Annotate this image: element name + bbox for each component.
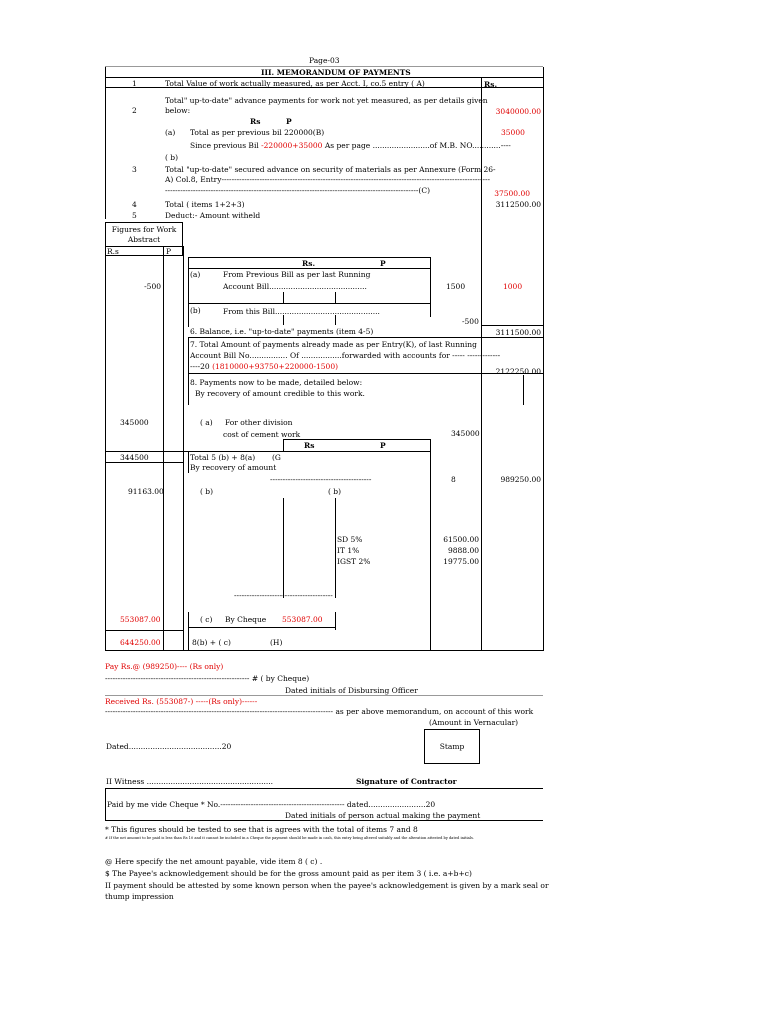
total-g-abstract-value: 344500 bbox=[120, 453, 149, 462]
withheld-a-value: 1500 bbox=[446, 282, 466, 291]
withheld-left-line bbox=[188, 257, 189, 327]
item-1-amount: 3040000.00 bbox=[495, 107, 541, 116]
item-8b-abstract-value: 91163.00 bbox=[128, 487, 164, 496]
total-g-top-rule bbox=[105, 451, 430, 452]
item-7-amount: 2122250.00 bbox=[495, 367, 541, 376]
item-2-text-line1: Total" up-to-date" advance payments for work not yet measured, as per details given bbox=[165, 96, 488, 105]
item-8b-label: ( b) bbox=[200, 487, 214, 496]
note-attested-line2: thump impression bbox=[105, 892, 174, 901]
total-g-abstract-rule bbox=[105, 462, 183, 463]
withheld-a-label: (a) bbox=[190, 270, 201, 279]
item-8-p-header: P bbox=[380, 441, 386, 450]
top-rule bbox=[105, 66, 543, 67]
igst-label: IGST 2% bbox=[337, 557, 371, 566]
total-g-text: Total 5 (b) + 8(a) bbox=[190, 453, 256, 462]
item-3-number: 3 bbox=[132, 165, 137, 174]
item-8b-left-line bbox=[283, 498, 284, 598]
item-8c-value: 553087.00 bbox=[282, 615, 323, 624]
item-8a-abstract-value: 345000 bbox=[120, 418, 149, 427]
cheque-dashes: --------------------------------------- bbox=[234, 591, 333, 600]
note-payee-acknowledgement: $ The Payee's acknowledgement should be for the gross amount paid as per item 3 ( i.e. a+b+c) bbox=[105, 869, 472, 878]
right-frame-line bbox=[543, 67, 544, 651]
contractor-signature: Signature of Contractor bbox=[356, 777, 457, 786]
amount-column-line bbox=[481, 77, 482, 651]
withheld-total-amount: 1000 bbox=[503, 282, 523, 291]
payer-initials: Dated initials of person actual making the payment bbox=[285, 811, 481, 820]
item-4-text: Total ( items 1+2+3) bbox=[165, 200, 245, 209]
received-top-rule bbox=[105, 695, 543, 696]
withheld-a-abstract-value: -500 bbox=[144, 282, 161, 291]
withheld-b-tick-right bbox=[335, 315, 336, 325]
it-label: IT 1% bbox=[337, 546, 360, 555]
total-g-label: (G bbox=[272, 453, 281, 462]
withheld-a-rule bbox=[188, 303, 430, 304]
item-5-number: 5 bbox=[132, 211, 137, 220]
total-h-abstract-value: 644250.00 bbox=[120, 638, 161, 647]
note-attested-line1: II payment should be attested by some known person when the payee's acknowledgement is given by a mark seal or bbox=[105, 881, 549, 890]
item-8-right-line bbox=[523, 375, 524, 405]
stamp-label: Stamp bbox=[439, 742, 465, 751]
witness-line: II Witness ..................................................... bbox=[106, 777, 274, 786]
abstract-rs-header: R.s bbox=[107, 247, 119, 256]
paid-by-left-line bbox=[105, 788, 106, 820]
paid-by-cheque-line: Paid by me vide Cheque * No.------------------------------------------------- dated........................20 bbox=[107, 800, 436, 809]
disbursing-officer-initials: Dated initials of Disbursing Officer bbox=[285, 686, 418, 695]
item-2-text-line2: below: bbox=[165, 106, 191, 115]
item-3-text-line1: Total "up-to-date" secured advance on security of materials as per Annexure (Form 26- bbox=[165, 165, 496, 174]
item-5-text: Deduct:- Amount witheld bbox=[165, 211, 261, 220]
item-2b-label: ( b) bbox=[165, 153, 179, 162]
item-8a-text-line2: cost of cement work bbox=[223, 430, 301, 439]
igst-value: 19775.00 bbox=[443, 557, 479, 566]
item-8a-value: 345000 bbox=[451, 429, 480, 438]
left-frame-line bbox=[105, 67, 106, 219]
abstract-mid-line bbox=[163, 246, 164, 651]
it-value: 9888.00 bbox=[447, 546, 479, 555]
memorandum-title: III. MEMORANDUM OF PAYMENTS bbox=[261, 68, 411, 77]
total-h-text: 8(b) + ( c) bbox=[192, 638, 231, 647]
item-6-rule bbox=[188, 337, 543, 338]
item-7-rule bbox=[188, 373, 543, 374]
item-2-rs-header: Rs bbox=[250, 117, 261, 126]
item-8c-abstract-rule bbox=[105, 630, 183, 631]
withheld-header-rule bbox=[188, 268, 430, 269]
recovery-text: By recovery of amount bbox=[190, 463, 277, 472]
page-label: Page-03 bbox=[309, 56, 340, 65]
withheld-rs-header: Rs. bbox=[302, 259, 316, 268]
item-4-number: 4 bbox=[132, 200, 137, 209]
item-3-text-line2: A) Col.8, Entry---------------------------------------------------------------------------------------------------------- bbox=[165, 175, 491, 184]
paid-by-top-rule bbox=[105, 788, 543, 789]
abstract-p-header: P bbox=[166, 247, 172, 256]
item-1-text: Total Value of work actually measured, as per Acct. I, co.5 entry ( A) bbox=[165, 79, 425, 88]
withheld-right-line bbox=[430, 257, 431, 317]
withheld-a-text-line1: From Previous Bill as per last Running bbox=[223, 270, 371, 279]
item-8-text-line1: 8. Payments now to be made, detailed below: bbox=[190, 378, 363, 387]
item-7-text-line1: 7. Total Amount of payments already made as per Entry(K), of last Running bbox=[190, 340, 477, 349]
paid-by-bottom-rule bbox=[105, 820, 543, 821]
sd-value: 61500.00 bbox=[443, 535, 479, 544]
item-8b-right-line bbox=[335, 498, 336, 598]
received-line: Received Rs. (553087-) -----(Rs only)------ bbox=[105, 697, 258, 706]
item-8c-rule bbox=[188, 627, 335, 628]
since-calculation: -220000+35000 bbox=[261, 141, 323, 150]
abstract-right-line bbox=[183, 246, 184, 651]
total-h-label: (H) bbox=[270, 638, 283, 647]
note-cash-payment: # If the net amount to be paid is less than Rs 10 and it cannot be included in a Cheque the payment should be made in cash, this entry being altered suitably and the alteration attested by dated initials. bbox=[105, 836, 474, 840]
withheld-b-value: -500 bbox=[462, 317, 479, 326]
item-6-top-rule bbox=[481, 325, 543, 326]
item-2-p-header: P bbox=[286, 117, 292, 126]
rs-column-header: Rs. bbox=[484, 80, 498, 89]
item-6-text: 6. Balance, i.e. "up-to-date" payments (item 4-5) bbox=[190, 327, 374, 336]
item-8c-abstract-value: 553087.00 bbox=[120, 615, 161, 624]
item-8-left-line bbox=[188, 373, 189, 405]
item-7-text-line3 bbox=[190, 362, 338, 371]
withheld-top-rule bbox=[188, 257, 430, 258]
item-8a-text-line1: For other division bbox=[225, 418, 293, 427]
item-7-text-line2: Account Bill No................ Of .................forwarded with accounts for ----- ------------- bbox=[190, 351, 501, 360]
item-8c-text: By Cheque bbox=[225, 615, 267, 624]
since-prefix: Since previous Bil bbox=[190, 141, 262, 150]
item-8a-rule bbox=[283, 439, 430, 440]
since-suffix: As per page ........................of M.B. NO............---- bbox=[322, 141, 511, 150]
dated-line: Dated.......................................20 bbox=[106, 742, 232, 751]
item-2a-text: Total as per previous bil 220000(B) bbox=[190, 128, 325, 137]
item-2a-label: (a) bbox=[165, 128, 176, 137]
item-8-rs-left-line bbox=[283, 439, 284, 451]
abstract-left-line bbox=[105, 246, 106, 651]
recovery-dashes: ---------------------------------------- bbox=[270, 475, 372, 484]
sd-label: SD 5% bbox=[337, 535, 363, 544]
item-3-amount: 37500.00 bbox=[494, 189, 530, 198]
note-net-amount: @ Here specify the net amount payable, vide item 8 ( c) . bbox=[105, 857, 323, 866]
abstract-heading-line1: Figures for Work bbox=[111, 225, 177, 234]
withheld-p-header: P bbox=[380, 259, 386, 268]
item-6-amount: 3111500.00 bbox=[495, 328, 541, 337]
item-7-left-line bbox=[188, 337, 189, 373]
amount-in-vernacular: (Amount in Vernacular) bbox=[429, 718, 519, 727]
pay-rs-line: Pay Rs.@ (989250)---- (Rs only) bbox=[105, 662, 224, 671]
withheld-b-text: From this Bill............................................ bbox=[223, 307, 380, 316]
title-rule bbox=[105, 77, 543, 78]
item-7-line3-prefix: ----20 bbox=[190, 362, 213, 371]
item-2-number: 2 bbox=[132, 106, 137, 115]
item-8c-left-line bbox=[188, 612, 189, 651]
item-3-text-line3: ----------------------------------------------------------------------------------------------------(C) bbox=[165, 186, 431, 195]
item-8-amount: 989250.00 bbox=[500, 475, 541, 484]
item-8-text-line2: By recovery of amount credible to this work. bbox=[195, 389, 365, 398]
item-8a-label: ( a) bbox=[200, 418, 213, 427]
abstract-heading-line2: Abstract bbox=[127, 235, 161, 244]
item-2a-amount: 35000 bbox=[501, 128, 525, 137]
item-8-sub-right-line bbox=[430, 439, 431, 651]
item-4-amount: 3112500.00 bbox=[495, 200, 541, 209]
item-8-rs-header: Rs bbox=[304, 441, 315, 450]
note-tested: * This figures should be tested to see that is agrees with the total of items 7 and 8 bbox=[105, 825, 418, 834]
item-8c-right-line bbox=[335, 612, 336, 630]
item-8-eight: 8 bbox=[451, 475, 456, 484]
withheld-b-label: (b) bbox=[190, 306, 201, 315]
item-8c-label: ( c) bbox=[200, 615, 213, 624]
item-8b-label-2: ( b) bbox=[328, 487, 342, 496]
as-per-memorandum-line: ------------------------------------------------------------------------------------------ as per above memorandum, on account of this work bbox=[105, 707, 534, 716]
by-cheque-line: --------------------------------------------------------- # ( by Cheque) bbox=[105, 674, 310, 683]
item-1-number: 1 bbox=[132, 79, 137, 88]
total-g-left-line bbox=[188, 451, 189, 473]
withheld-a-text-line2: Account Bill......................................... bbox=[223, 282, 367, 291]
item-2-since-line bbox=[190, 141, 511, 150]
item-7-calculation: (1810000+93750+220000-1500) bbox=[212, 362, 339, 371]
table-bottom-rule bbox=[105, 650, 543, 651]
withheld-b-tick-left bbox=[283, 315, 284, 325]
